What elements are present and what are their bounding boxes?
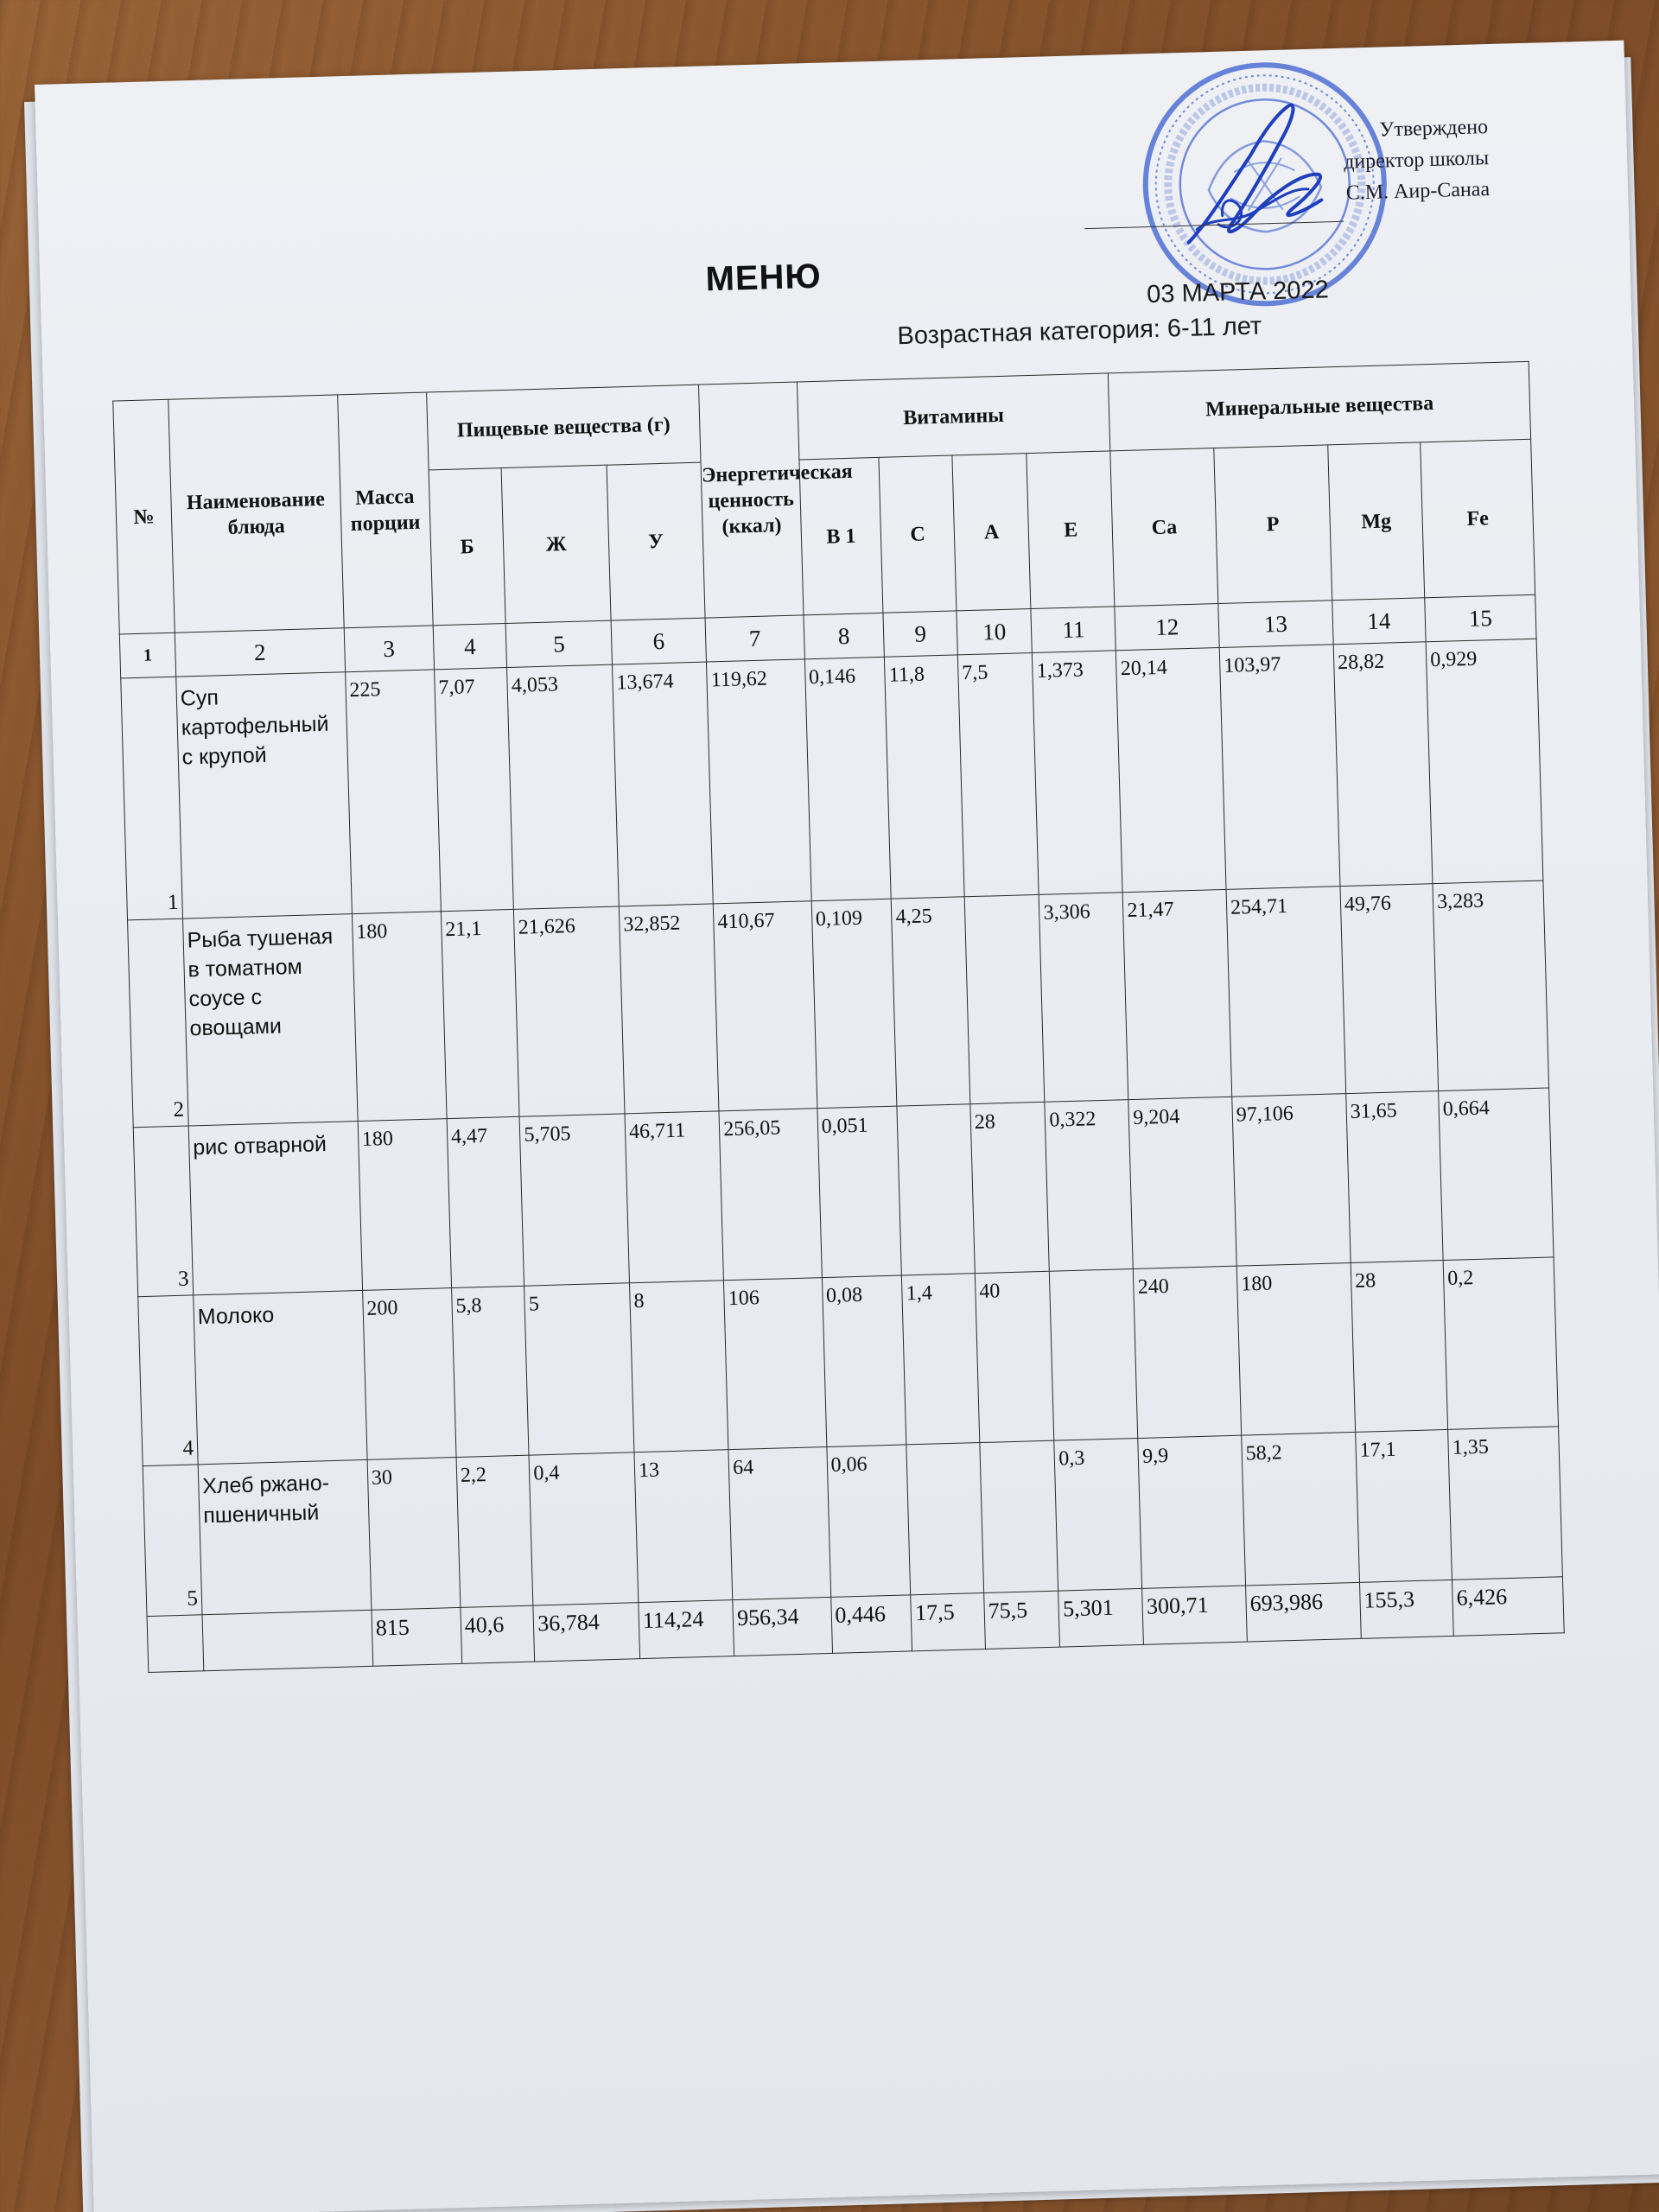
column-number: 8 xyxy=(804,613,885,659)
column-number: 9 xyxy=(883,611,957,657)
approval-block xyxy=(1255,111,1491,211)
header-carbs: У xyxy=(607,462,705,620)
protein-value: 21,1 xyxy=(441,909,519,1118)
iron-value: 0,664 xyxy=(1439,1088,1554,1260)
vitamin-e-value xyxy=(1050,1269,1138,1441)
column-number: 2 xyxy=(175,628,345,677)
vitamin-b1-value: 0,109 xyxy=(811,899,897,1108)
magnesium-value: 28,82 xyxy=(1333,642,1433,887)
calcium-value: 240 xyxy=(1134,1266,1242,1438)
menu-table xyxy=(112,361,1564,1673)
magnesium-value: 28 xyxy=(1351,1261,1448,1433)
iron-value: 0,2 xyxy=(1443,1257,1558,1429)
header-fat: Ж xyxy=(501,465,611,623)
header-phosphorus: P xyxy=(1214,445,1332,604)
energy-value: 119,62 xyxy=(707,659,811,904)
total-fat: 36,784 xyxy=(533,1603,639,1662)
magnesium-value: 31,65 xyxy=(1346,1091,1444,1263)
carbs-value: 46,711 xyxy=(625,1111,724,1283)
header-energy: Энергетическая ценность (ккал) xyxy=(699,382,804,618)
portion-mass: 200 xyxy=(362,1288,456,1460)
header-vitamin-b1: В 1 xyxy=(799,457,884,615)
column-number: 13 xyxy=(1218,601,1333,648)
energy-value: 106 xyxy=(724,1278,827,1450)
vitamin-c-value xyxy=(906,1443,983,1595)
energy-value: 410,67 xyxy=(713,901,817,1111)
vitamin-c-value xyxy=(897,1104,975,1275)
magnesium-value: 17,1 xyxy=(1356,1429,1452,1582)
row-number: 4 xyxy=(138,1295,198,1466)
protein-value: 7,07 xyxy=(434,667,513,911)
header-vitamins-group: Витамины xyxy=(797,373,1110,460)
total-empty-cell xyxy=(202,1610,373,1670)
portion-mass: 225 xyxy=(345,670,441,914)
vitamin-c-value: 11,8 xyxy=(885,655,964,899)
vitamin-c-value: 1,4 xyxy=(902,1274,980,1445)
protein-value: 2,2 xyxy=(456,1455,533,1607)
total-iron: 6,426 xyxy=(1452,1577,1565,1637)
total-vitamin-e: 5,301 xyxy=(1058,1588,1144,1647)
dish-name: рис отварной xyxy=(188,1122,362,1295)
header-vitamin-a: А xyxy=(952,454,1032,611)
dish-name: Молоко xyxy=(194,1290,367,1464)
fat-value: 21,626 xyxy=(514,906,625,1116)
portion-mass: 180 xyxy=(358,1119,452,1291)
total-carbs: 114,24 xyxy=(639,1600,734,1659)
phosphorus-value: 180 xyxy=(1236,1263,1355,1436)
vitamin-b1-value: 0,06 xyxy=(826,1445,911,1598)
header-portion-mass: Масса порции xyxy=(337,392,433,628)
row-number: 1 xyxy=(121,677,183,920)
total-empty-cell xyxy=(147,1615,204,1673)
energy-value: 64 xyxy=(728,1447,830,1600)
phosphorus-value: 97,106 xyxy=(1232,1094,1351,1267)
portion-mass: 30 xyxy=(367,1457,461,1610)
vitamin-e-value: 0,3 xyxy=(1054,1438,1142,1591)
fat-value: 4,053 xyxy=(507,664,619,909)
approval-director-name: С.М. Аир-Санаа xyxy=(1345,178,1491,205)
vitamin-e-value: 0,322 xyxy=(1045,1100,1133,1272)
header-nutrients-group: Пищевые вещества (г) xyxy=(426,385,701,470)
dish-name: Рыба тушеная в томатном соусе с овощами xyxy=(182,914,357,1126)
row-number: 2 xyxy=(128,918,189,1128)
menu-document xyxy=(35,41,1659,2212)
vitamin-b1-value: 0,146 xyxy=(804,657,892,900)
vitamin-a-value: 28 xyxy=(970,1102,1050,1273)
dish-name: Суп картофельный с крупой xyxy=(176,672,353,918)
vitamin-c-value: 4,25 xyxy=(892,897,970,1106)
iron-value: 1,35 xyxy=(1448,1427,1563,1580)
carbs-value: 32,852 xyxy=(619,904,719,1114)
total-vitamin-b1: 0,446 xyxy=(830,1595,912,1654)
portion-mass: 180 xyxy=(352,912,447,1122)
total-energy: 956,34 xyxy=(733,1597,832,1656)
magnesium-value: 49,76 xyxy=(1340,884,1439,1094)
total-magnesium: 155,3 xyxy=(1359,1580,1453,1638)
vitamin-a-value: 40 xyxy=(975,1271,1054,1442)
vitamin-a-value xyxy=(964,894,1045,1103)
header-protein: Б xyxy=(429,468,506,626)
column-number: 10 xyxy=(957,609,1033,655)
column-number: 3 xyxy=(344,626,434,672)
column-number: 5 xyxy=(505,620,612,667)
fat-value: 5 xyxy=(524,1283,634,1455)
total-phosphorus: 693,986 xyxy=(1246,1582,1362,1642)
age-category: Возрастная категория: 6-11 лет xyxy=(897,312,1262,351)
header-calcium: Ca xyxy=(1110,448,1218,607)
fat-value: 5,705 xyxy=(519,1114,629,1286)
header-minerals-group: Минеральные вещества xyxy=(1109,361,1531,451)
calcium-value: 9,9 xyxy=(1138,1435,1245,1588)
calcium-value: 9,204 xyxy=(1128,1096,1236,1268)
header-magnesium: Mg xyxy=(1328,442,1425,601)
vitamin-b1-value: 0,051 xyxy=(817,1106,902,1278)
calcium-value: 21,47 xyxy=(1122,889,1231,1099)
menu-date: 03 МАРТА 2022 xyxy=(1146,276,1330,309)
column-number: 4 xyxy=(433,624,507,670)
vitamin-a-value: 7,5 xyxy=(957,653,1039,897)
approval-position: директор школы xyxy=(1343,147,1490,174)
carbs-value: 13,674 xyxy=(612,662,713,906)
dish-name: Хлеб ржано-пшеничный xyxy=(198,1459,372,1614)
header-vitamin-c: С xyxy=(879,455,957,613)
carbs-value: 13 xyxy=(634,1450,733,1603)
total-calcium: 300,71 xyxy=(1142,1586,1247,1644)
iron-value: 0,929 xyxy=(1426,639,1543,883)
phosphorus-value: 58,2 xyxy=(1242,1432,1360,1586)
total-mass: 815 xyxy=(372,1607,462,1666)
row-number: 5 xyxy=(143,1465,202,1617)
page-title: МЕНЮ xyxy=(704,257,823,299)
protein-value: 4,47 xyxy=(447,1116,524,1287)
table-row xyxy=(121,639,1543,920)
protein-value: 5,8 xyxy=(451,1286,529,1457)
total-vitamin-a: 75,5 xyxy=(984,1591,1060,1649)
column-number: 1 xyxy=(119,632,175,678)
row-number: 3 xyxy=(133,1126,193,1297)
column-number: 6 xyxy=(611,618,707,664)
approval-approved-label: Утверждено xyxy=(1379,116,1489,142)
column-number: 7 xyxy=(705,615,804,662)
header-vitamin-e: Е xyxy=(1027,451,1115,609)
table-row xyxy=(128,880,1549,1128)
calcium-value: 20,14 xyxy=(1116,647,1226,892)
vitamin-e-value: 3,306 xyxy=(1039,893,1129,1103)
vitamin-a-value xyxy=(980,1440,1058,1592)
energy-value: 256,05 xyxy=(719,1109,822,1281)
vitamin-e-value: 1,373 xyxy=(1033,651,1123,895)
total-vitamin-c: 17,5 xyxy=(911,1593,985,1651)
header-dish-name: Наименование блюда xyxy=(168,395,344,632)
iron-value: 3,283 xyxy=(1433,880,1549,1090)
column-number: 15 xyxy=(1425,594,1536,642)
column-number: 12 xyxy=(1115,603,1219,650)
fat-value: 0,4 xyxy=(529,1452,638,1605)
header-iron: Fe xyxy=(1421,439,1535,598)
phosphorus-value: 103,97 xyxy=(1219,645,1340,890)
total-protein: 40,6 xyxy=(461,1605,535,1663)
vitamin-b1-value: 0,08 xyxy=(822,1275,906,1447)
column-number: 14 xyxy=(1332,598,1427,645)
carbs-value: 8 xyxy=(629,1281,728,1452)
header-num: № xyxy=(113,399,175,634)
phosphorus-value: 254,71 xyxy=(1226,887,1346,1097)
column-number: 11 xyxy=(1031,607,1116,653)
